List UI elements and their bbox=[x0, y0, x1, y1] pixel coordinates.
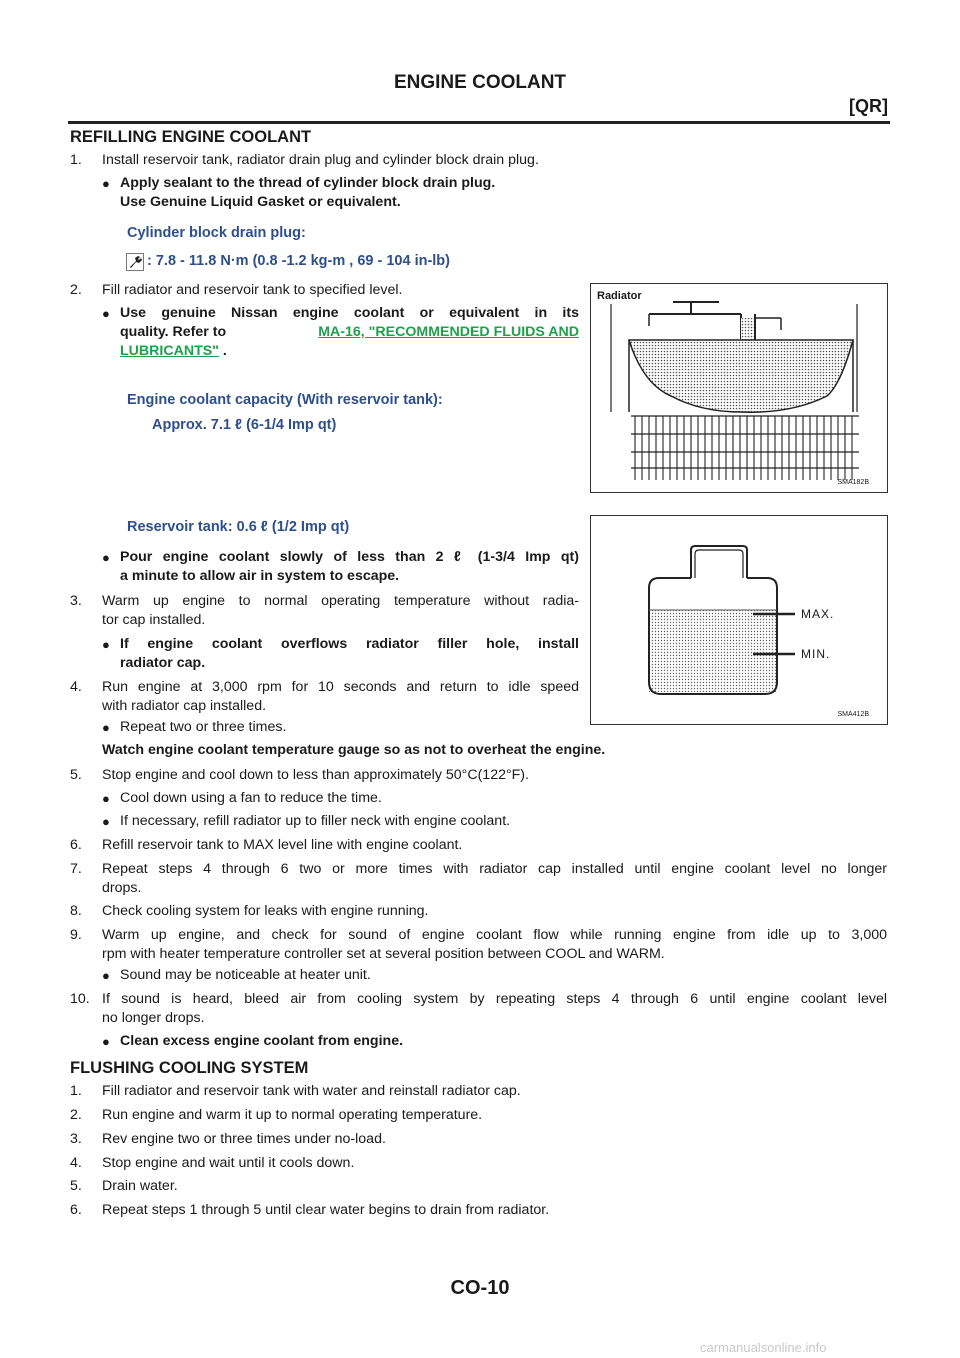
step-10-text-2: no longer drops. bbox=[102, 1010, 205, 1026]
spec-value-drain-plug: : 7.8 - 11.8 N·m (0.8 -1.2 kg-m , 69 - 104 in-lb) bbox=[147, 253, 450, 269]
reservoir-drawing bbox=[591, 516, 887, 724]
flush-step-2: Run engine and warm it up to normal operating temperature. bbox=[102, 1107, 483, 1123]
bullet-icon: ● bbox=[102, 306, 110, 321]
note-heater-sound: Sound may be noticeable at heater unit. bbox=[120, 967, 371, 983]
spec-label-capacity: Engine coolant capacity (With reservoir tank): bbox=[127, 392, 443, 408]
bullet-icon: ● bbox=[102, 791, 110, 806]
step-4-text: Run engine at 3,000 rpm for 10 seconds and return to idle speed bbox=[102, 679, 579, 695]
step-number: 3. bbox=[70, 1131, 82, 1147]
step-number: 5. bbox=[70, 1178, 82, 1194]
figure-code-radiator: SMA182B bbox=[837, 479, 869, 486]
step-4-text-2: with radiator cap installed. bbox=[102, 698, 267, 714]
step-9-text-2: rpm with heater temperature controller set at several position between COOL and WARM. bbox=[102, 946, 665, 962]
step-number: 6. bbox=[70, 837, 82, 853]
note-watch-gauge: Watch engine coolant temperature gauge so as not to overheat the engine. bbox=[102, 742, 606, 758]
step-number: 8. bbox=[70, 903, 82, 919]
note-repeat: Repeat two or three times. bbox=[120, 719, 287, 735]
step-number: 3. bbox=[70, 593, 82, 609]
spec-value-capacity: Approx. 7.1 ℓ (6-1/4 Imp qt) bbox=[152, 417, 337, 433]
note-genuine-coolant: Use genuine Nissan engine coolant or equivalent in its bbox=[120, 305, 579, 321]
flush-step-4: Stop engine and wait until it cools down. bbox=[102, 1155, 355, 1171]
step-number: 9. bbox=[70, 927, 82, 943]
step-number: 2. bbox=[70, 1107, 82, 1123]
step-number: 4. bbox=[70, 679, 82, 695]
note-sealant: Apply sealant to the thread of cylinder block drain plug. bbox=[120, 175, 496, 191]
step-number: 2. bbox=[70, 282, 82, 298]
flush-step-5: Drain water. bbox=[102, 1178, 178, 1194]
note-refer-end bbox=[120, 342, 227, 361]
note-overflow: If engine coolant overflows radiator filler hole, install bbox=[120, 636, 579, 652]
section-heading-flushing: FLUSHING COOLING SYSTEM bbox=[70, 1059, 309, 1077]
step-number: 4. bbox=[70, 1155, 82, 1171]
spec-reservoir-tank: Reservoir tank: 0.6 ℓ (1/2 Imp qt) bbox=[127, 519, 350, 535]
step-number: 10. bbox=[70, 991, 90, 1007]
note-refer bbox=[120, 323, 579, 342]
note-pour-slowly: Pour engine coolant slowly of less than 2 ℓ (1-3/4 Imp qt) bbox=[120, 549, 579, 565]
bullet-icon: ● bbox=[102, 176, 110, 191]
flush-step-3: Rev engine two or three times under no-load. bbox=[102, 1131, 386, 1147]
step-9-text: Warm up engine, and check for sound of engine coolant flow while running engine from idle up to 3,000 bbox=[102, 927, 887, 943]
flush-step-1: Fill radiator and reservoir tank with water and reinstall radiator cap. bbox=[102, 1083, 521, 1099]
figure-code-reservoir: SMA412B bbox=[837, 711, 869, 718]
note-pour-slowly-2: a minute to allow air in system to escape. bbox=[120, 568, 400, 584]
step-5-text: Stop engine and cool down to less than approximately 50°C(122°F). bbox=[102, 767, 529, 783]
step-number: 1. bbox=[70, 152, 82, 168]
flush-step-6: Repeat steps 1 through 5 until clear water begins to drain from radiator. bbox=[102, 1202, 550, 1218]
note-overflow-2: radiator cap. bbox=[120, 655, 206, 671]
refer-prefix: quality. Refer to bbox=[120, 324, 227, 340]
step-1-text: Install reservoir tank, radiator drain plug and cylinder block drain plug. bbox=[102, 152, 539, 168]
spec-label-drain-plug: Cylinder block drain plug: bbox=[127, 225, 306, 241]
bullet-icon: ● bbox=[102, 968, 110, 983]
step-number: 6. bbox=[70, 1202, 82, 1218]
max-level-label: MAX. bbox=[801, 607, 835, 621]
bullet-icon: ● bbox=[102, 550, 110, 565]
radiator-drawing bbox=[591, 284, 887, 492]
note-cool-fan: Cool down using a fan to reduce the time. bbox=[120, 790, 382, 806]
bullet-icon: ● bbox=[102, 1034, 110, 1049]
link-recommended-fluids[interactable]: MA-16, "RECOMMENDED FLUIDS AND bbox=[318, 324, 579, 340]
radiator-label: Radiator bbox=[597, 290, 642, 302]
step-number: 7. bbox=[70, 861, 82, 877]
step-8-text: Check cooling system for leaks with engine running. bbox=[102, 903, 429, 919]
page-title: ENGINE COOLANT bbox=[393, 72, 567, 93]
watermark: carmanualsonline.info bbox=[700, 1340, 827, 1355]
section-heading-refilling: REFILLING ENGINE COOLANT bbox=[70, 128, 312, 146]
reservoir-figure bbox=[590, 515, 888, 725]
step-2-text: Fill radiator and reservoir tank to specified level. bbox=[102, 282, 403, 298]
radiator-figure bbox=[590, 283, 888, 493]
step-3-text: Warm up engine to normal operating temperature without radia- bbox=[102, 593, 579, 609]
step-number: 5. bbox=[70, 767, 82, 783]
torque-wrench-icon bbox=[126, 253, 144, 271]
bullet-icon: ● bbox=[102, 814, 110, 829]
page-number: CO-10 bbox=[450, 1277, 510, 1299]
link-lubricants[interactable]: LUBRICANTS" bbox=[120, 343, 219, 359]
engine-tag: [QR] bbox=[849, 96, 888, 116]
step-7-text: Repeat steps 4 through 6 two or more times with radiator cap installed until engine coolant level no longer bbox=[102, 861, 887, 877]
period: . bbox=[222, 343, 227, 359]
note-refill-neck: If necessary, refill radiator up to filler neck with engine coolant. bbox=[120, 813, 511, 829]
step-3-text-2: tor cap installed. bbox=[102, 612, 206, 628]
note-gasket: Use Genuine Liquid Gasket or equivalent. bbox=[120, 194, 401, 210]
bullet-icon: ● bbox=[102, 720, 110, 735]
note-clean-excess: Clean excess engine coolant from engine. bbox=[120, 1033, 404, 1049]
step-6-text: Refill reservoir tank to MAX level line with engine coolant. bbox=[102, 837, 463, 853]
min-level-label: MIN. bbox=[801, 647, 831, 661]
step-number: 1. bbox=[70, 1083, 82, 1099]
header-rule bbox=[68, 121, 890, 124]
bullet-icon: ● bbox=[102, 637, 110, 652]
step-10-text: If sound is heard, bleed air from cooling system by repeating steps 4 through 6 until engine coolant level bbox=[102, 991, 887, 1007]
step-7-text-2: drops. bbox=[102, 880, 142, 896]
